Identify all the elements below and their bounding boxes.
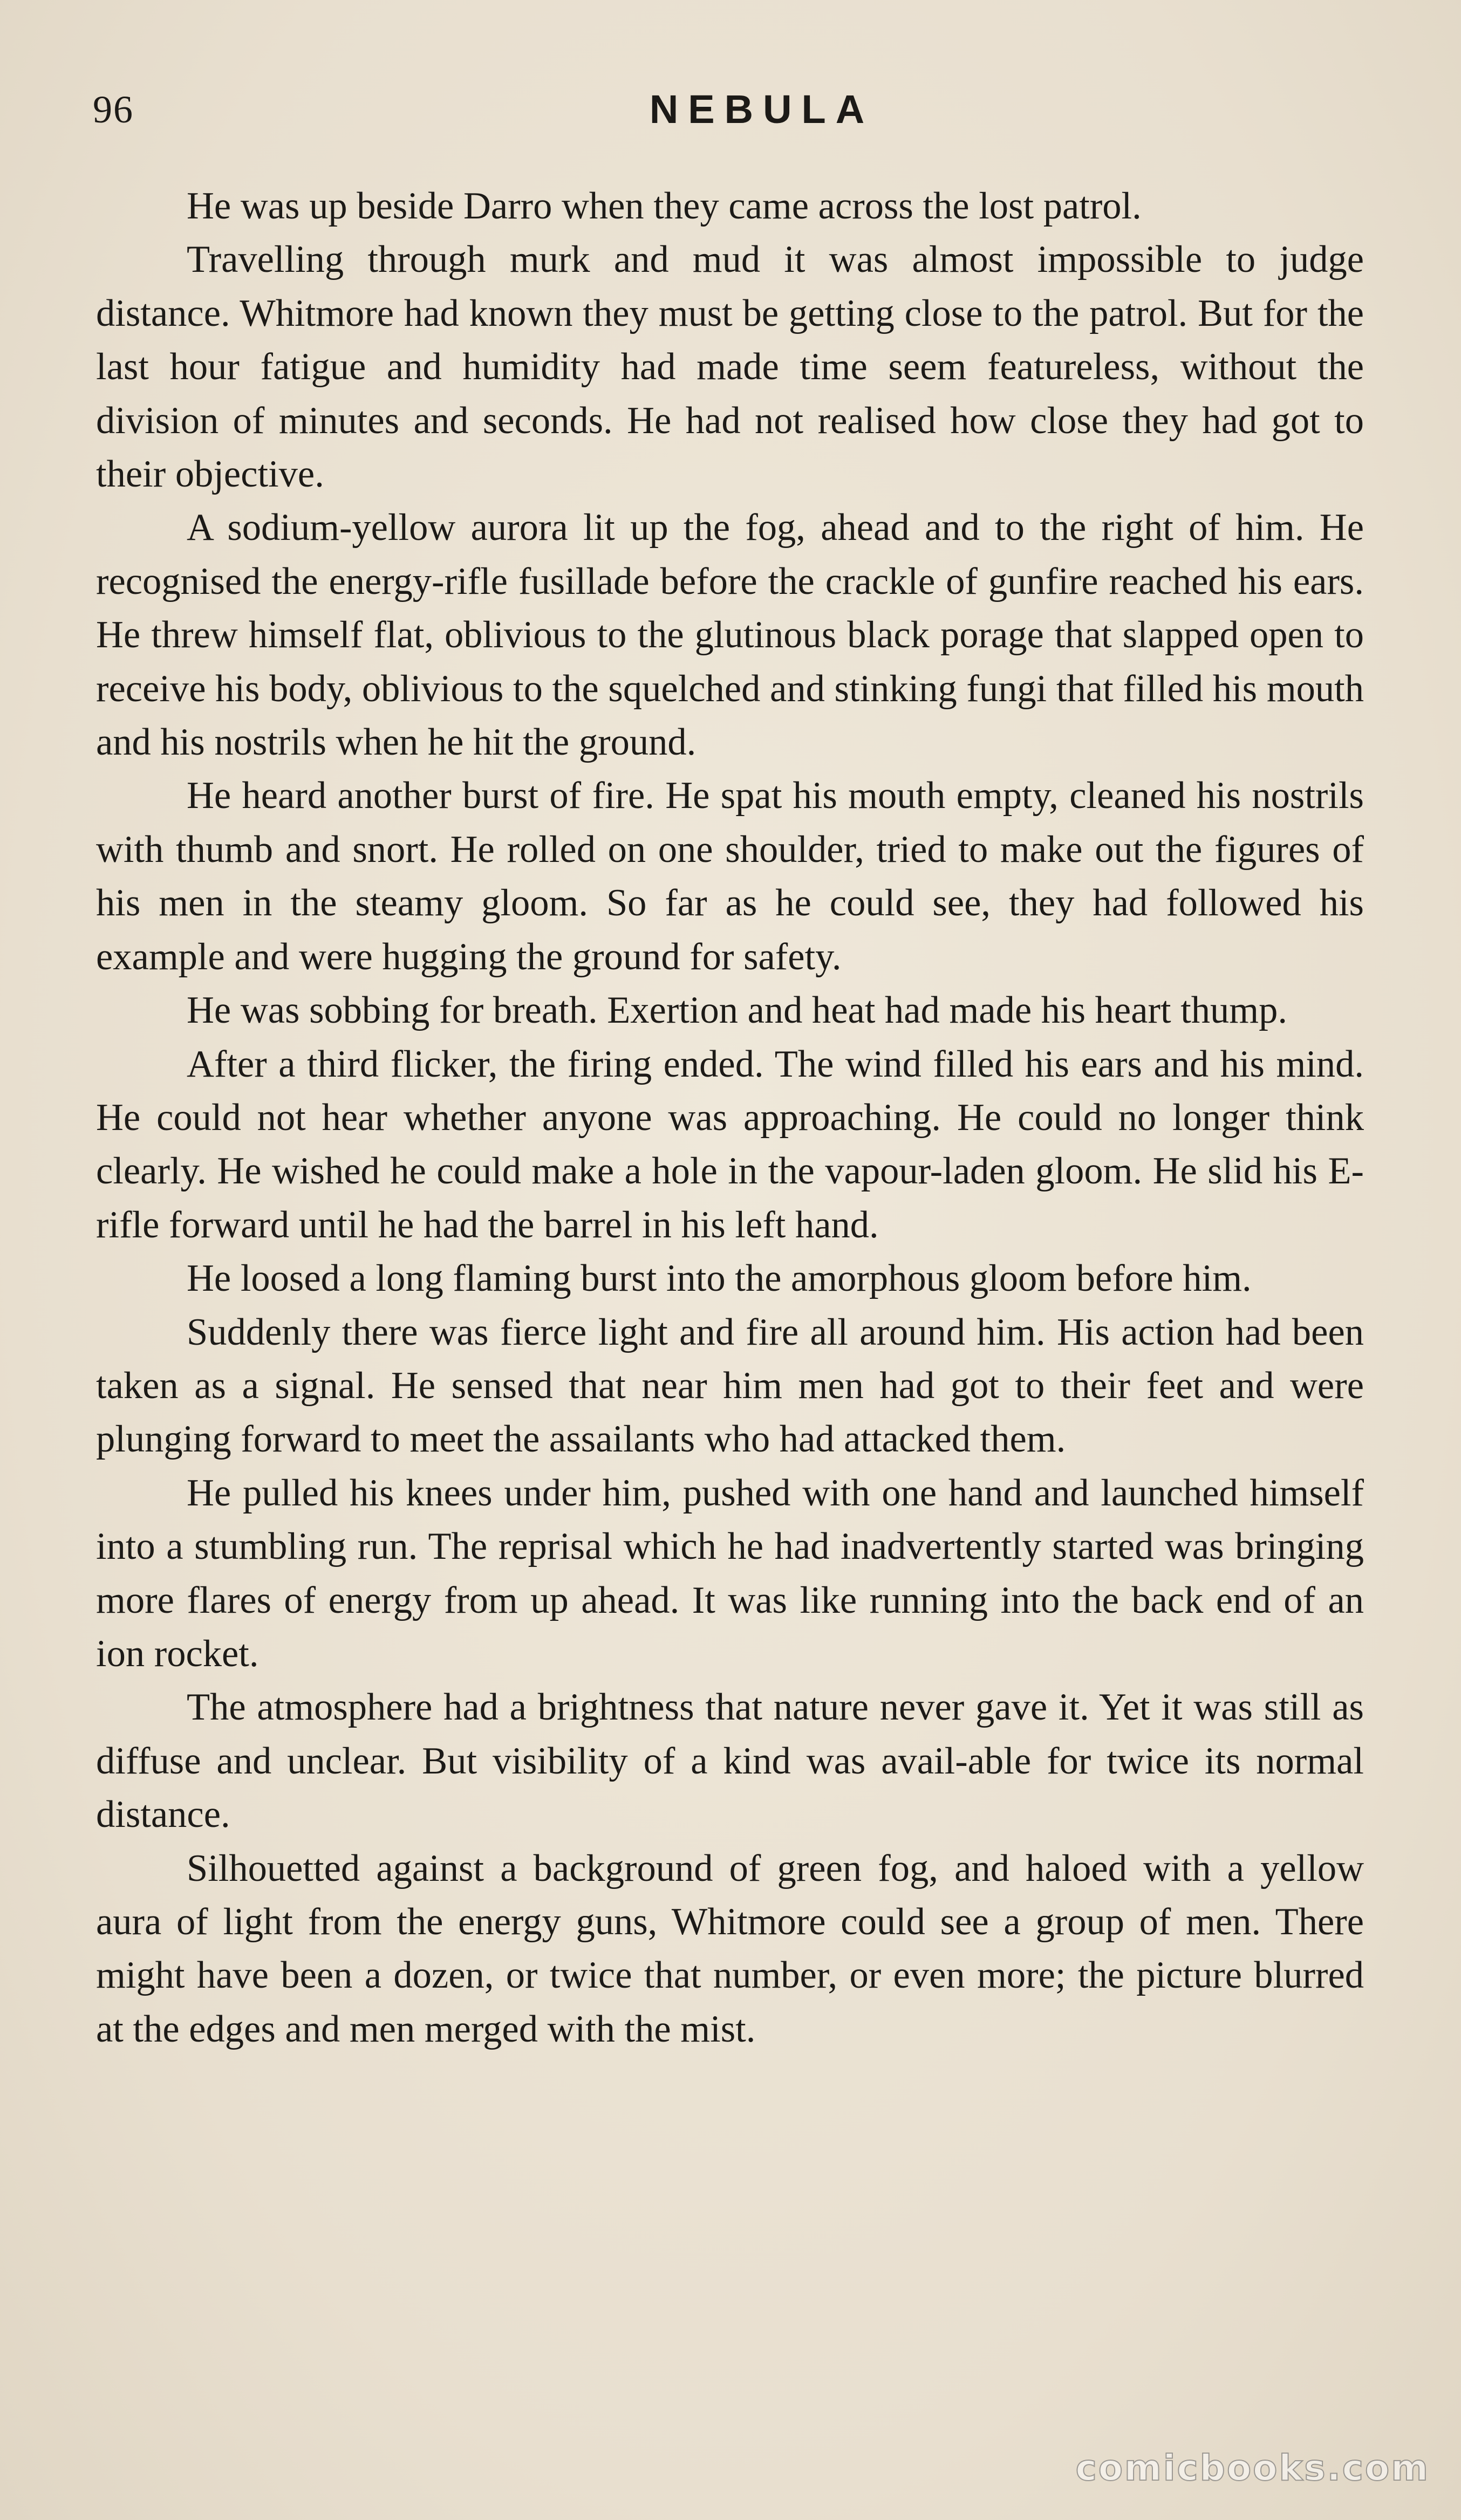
paragraph: He heard another burst of fire. He spat his mouth empty, cleaned his nostrils with thumb and snort. He rolled on one shoulder, tried to make out the figures of his men in the steamy gloom. So far as he could see, they had followed his example and were hugging the ground for safety. bbox=[96, 775, 1364, 978]
paragraph: He was sobbing for breath. Exertion and heat had made his heart thump. bbox=[187, 989, 1287, 1032]
paragraph: Travelling through murk and mud it was almost impossible to judge distance. Whitmore had known they must be getting close to the patrol. But for the last hour fatigue and humidity had made time seem featureless, without the division of minutes and seconds. He had not realised how close they had got to their objective. bbox=[96, 238, 1364, 496]
paragraph: After a third flicker, the firing ended. The wind filled his ears and his mind. He could not hear whether anyone was approaching. He could no longer think clearly. He wished he could make a hole in the vapour-laden gloom. He slid his E-rifle forward until he had the barrel in his left hand. bbox=[96, 1043, 1364, 1246]
watermark: comicbooks.com bbox=[1075, 2447, 1430, 2489]
paragraph: The atmosphere had a brightness that nature never gave it. Yet it was still as diffuse and unclear. But visibility of a kind was avail-able for twice its normal distance. bbox=[96, 1686, 1364, 1836]
paragraph: He loosed a long flaming burst into the amorphous gloom before him. bbox=[187, 1257, 1252, 1300]
running-head bbox=[93, 80, 1371, 139]
page-number: 96 bbox=[93, 88, 134, 131]
paragraph: A sodium-yellow aurora lit up the fog, ahead and to the right of him. He recognised the energy-rifle fusillade before the crackle of gunfire reached his ears. He threw himself flat, oblivious to the glutinous black porage that slapped open to receive his body, oblivious to the squelched and stinking fungi that filled his mouth and his nostrils when he hit the ground. bbox=[96, 506, 1364, 764]
journal-title: NEBULA bbox=[649, 87, 875, 132]
body-text bbox=[96, 180, 1364, 2056]
paragraph: He pulled his knees under him, pushed with one hand and launched himself into a stumbling run. The reprisal which he had inadvertently started was bringing more flares of energy from up ahead. It was like running into the back end of an ion rocket. bbox=[96, 1471, 1364, 1675]
paragraph: Suddenly there was fierce light and fire all around him. His action had been taken as a signal. He sensed that near him men had got to their feet and were plunging forward to meet the assailants who had attacked them. bbox=[96, 1311, 1364, 1461]
paragraph: Silhouetted against a background of green fog, and haloed with a yellow aura of light from the energy guns, Whitmore could see a group of men. There might have been a dozen, or twice that number, or even more; the picture blurred at the edges and men merged with the mist. bbox=[96, 1847, 1364, 2050]
paragraph: He was up beside Darro when they came across the lost patrol. bbox=[187, 185, 1142, 227]
